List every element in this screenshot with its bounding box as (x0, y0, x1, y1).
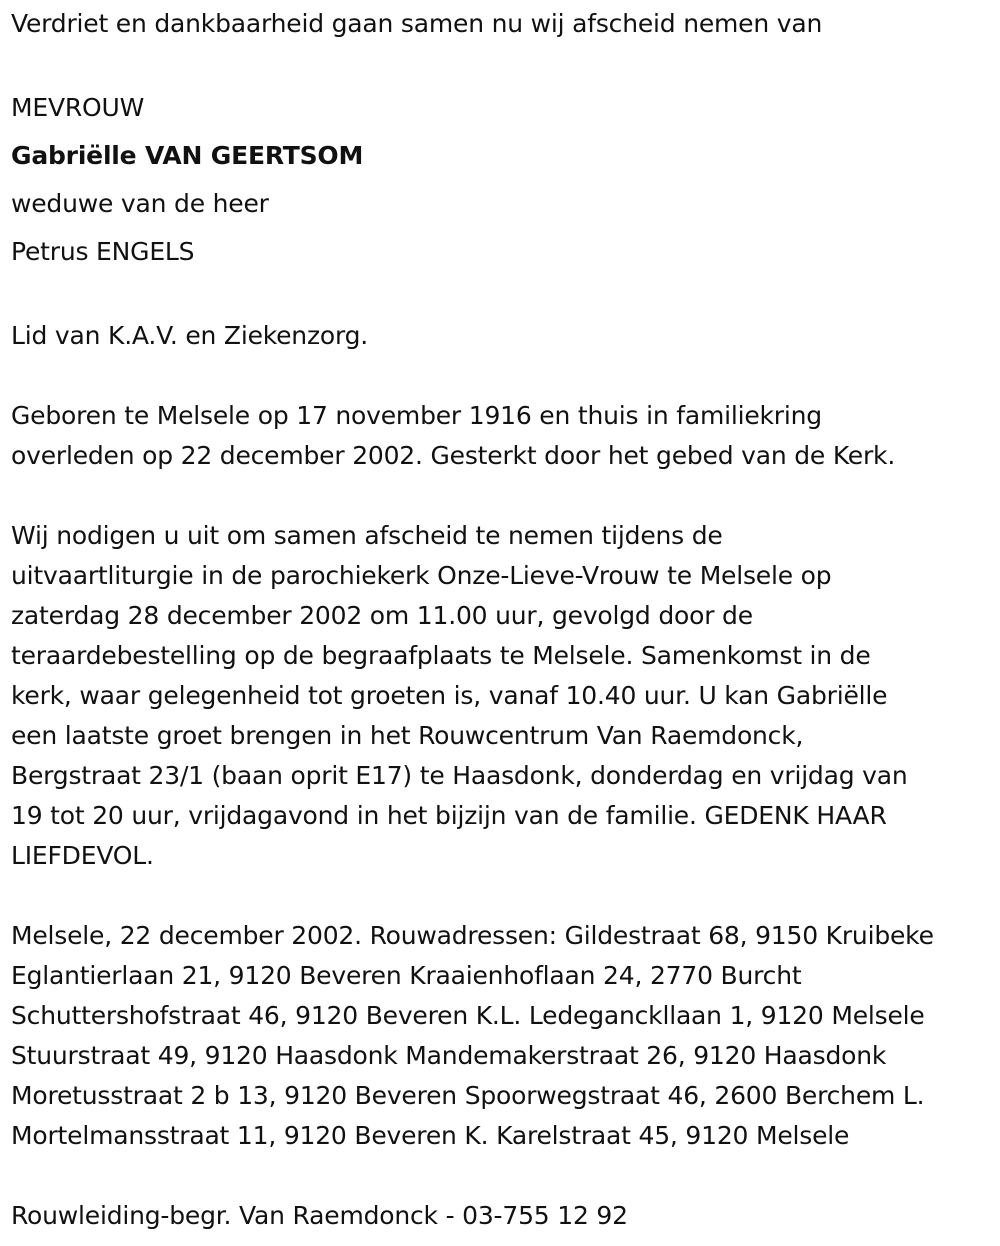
addresses-paragraph (11, 916, 996, 1156)
paragraph-spacer (11, 876, 996, 916)
paragraph-line: 19 tot 20 uur, vrijdagavond in het bijzijn van de familie. GEDENK HAAR (11, 801, 887, 830)
paragraph-line: uitvaartliturgie in de parochiekerk Onze-Lieve-Vrouw te Melsele op (11, 561, 832, 590)
paragraph-line: kerk, waar gelegenheid tot groeten is, vanaf 10.40 uur. U kan Gabriëlle (11, 681, 888, 710)
paragraph-line: Wij nodigen u uit om samen afscheid te nemen tijdens de (11, 521, 723, 550)
opening-sentence: Verdriet en dankbaarheid gaan samen nu wij afscheid nemen van (11, 9, 823, 38)
paragraph-spacer (11, 276, 996, 316)
address-line: Mortelmansstraat 11, 9120 Beveren K. Karelstraat 45, 9120 Melsele (11, 1121, 850, 1150)
address-line: Schuttershofstraat 46, 9120 Beveren K.L. Ledeganckllaan 1, 9120 Melsele (11, 1001, 925, 1030)
paragraph-spacer (11, 476, 996, 516)
paragraph-line: LIEFDEVOL. (11, 841, 154, 870)
paragraph-line: teraardebestelling op de begraafplaats te Melsele. Samenkomst in de (11, 641, 871, 670)
address-line: Moretusstraat 2 b 13, 9120 Beveren Spoorwegstraat 46, 2600 Berchem L. (11, 1081, 925, 1110)
address-line: Eglantierlaan 21, 9120 Beveren Kraaienhoflaan 24, 2770 Burcht (11, 961, 802, 990)
birth-death-paragraph (11, 396, 996, 476)
paragraph-line: Bergstraat 23/1 (baan oprit E17) te Haasdonk, donderdag en vrijdag van (11, 761, 908, 790)
membership-line: Lid van K.A.V. en Ziekenzorg. (11, 321, 369, 350)
funeral-director-line: Rouwleiding-begr. Van Raemdonck - 03-755 12 92 (11, 1201, 628, 1230)
paragraph-line: een laatste groet brengen in het Rouwcentrum Van Raemdonck, (11, 721, 804, 750)
invitation-paragraph (11, 516, 996, 876)
paragraph-line: overleden op 22 december 2002. Gesterkt door het gebed van de Kerk. (11, 441, 896, 470)
spouse-name: Petrus ENGELS (11, 237, 195, 266)
paragraph-line: zaterdag 28 december 2002 om 11.00 uur, gevolgd door de (11, 601, 753, 630)
deceased-title: MEVROUW (11, 93, 145, 122)
paragraph-spacer (11, 1156, 996, 1196)
paragraph-spacer (11, 356, 996, 396)
address-line: Stuurstraat 49, 9120 Haasdonk Mandemakerstraat 26, 9120 Haasdonk (11, 1041, 887, 1070)
obituary-notice (11, 4, 996, 1236)
deceased-name: Gabriëlle VAN GEERTSOM (11, 141, 364, 170)
paragraph-line: Geboren te Melsele op 17 november 1916 en thuis in familiekring (11, 401, 822, 430)
widow-of-label: weduwe van de heer (11, 189, 269, 218)
address-line: Melsele, 22 december 2002. Rouwadressen: Gildestraat 68, 9150 Kruibeke (11, 921, 934, 950)
